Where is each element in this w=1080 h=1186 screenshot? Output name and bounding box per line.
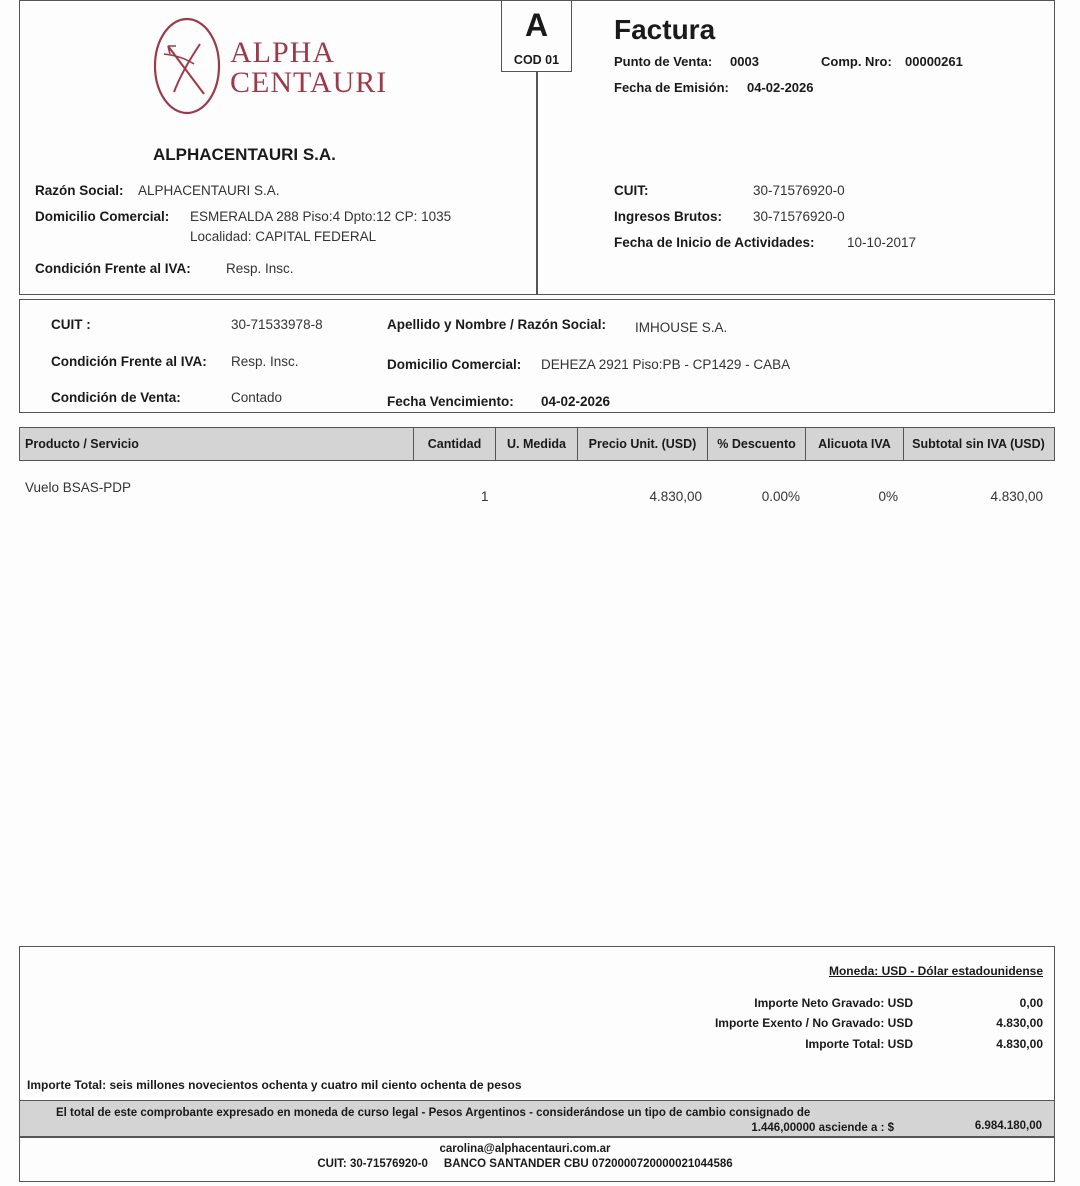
pesos-line2: 1.446,00000 asciende a : $ [751, 1122, 894, 1134]
cell-cantidad: 1 [481, 489, 489, 504]
importe-total-value: 4.830,00 [996, 1037, 1043, 1051]
cell-subtotal: 4.830,00 [990, 489, 1043, 504]
client-cuit-label: CUIT : [51, 317, 91, 332]
domicilio-value-line1: ESMERALDA 288 Piso:4 Dpto:12 CP: 1035 [190, 209, 452, 224]
client-nombre-label: Apellido y Nombre / Razón Social: [387, 317, 607, 332]
logo-text-centauri: CENTAURI [230, 66, 388, 99]
ingresos-brutos-value: 30-71576920-0 [753, 209, 845, 224]
header-precio: Precio Unit. (USD) [578, 428, 708, 460]
neto-gravado-value: 0,00 [1019, 996, 1043, 1010]
inicio-actividades-label: Fecha de Inicio de Actividades: [614, 235, 815, 250]
comp-nro-value: 00000261 [905, 54, 963, 69]
doc-type-box [501, 0, 572, 72]
logo-emblem-icon [152, 16, 222, 116]
pesos-total: 6.984.180,00 [974, 1120, 1042, 1132]
exento-value: 4.830,00 [996, 1016, 1043, 1030]
razon-social-label: Razón Social: [35, 183, 124, 198]
cell-precio: 4.830,00 [649, 489, 702, 504]
razon-social-value: ALPHACENTAURI S.A. [138, 183, 280, 198]
header-unidad: U. Medida [496, 428, 578, 460]
punto-venta-value: 0003 [730, 54, 759, 69]
header-alicuota: Alicuota IVA [806, 428, 904, 460]
client-domicilio-value: DEHEZA 2921 Piso:PB - CP1429 - CABA [541, 357, 791, 372]
client-nombre-value: IMHOUSE S.A. [635, 320, 728, 335]
client-iva-label: Condición Frente al IVA: [51, 354, 207, 369]
cell-descuento: 0.00% [761, 489, 800, 504]
pesos-band [20, 1100, 1054, 1138]
doc-type-letter: A [524, 7, 549, 43]
client-cuit-value: 30-71533978-8 [231, 317, 323, 332]
issuer-cuit-value: 30-71576920-0 [753, 183, 845, 198]
cell-producto: Vuelo BSAS-PDP [25, 480, 132, 495]
table-row [19, 470, 1055, 510]
moneda-label: Moneda: USD - Dólar estadounidense [828, 964, 1043, 978]
items-table-header [19, 427, 1055, 461]
header-subtotal: Subtotal sin IVA (USD) [912, 437, 1045, 451]
vencimiento-label: Fecha Vencimiento: [387, 394, 514, 409]
invoice-title: Factura [614, 14, 716, 45]
condicion-venta-label: Condición de Venta: [51, 390, 181, 405]
client-iva-value: Resp. Insc. [231, 354, 299, 369]
footer-email: carolina@alphacentauri.com.ar [439, 1143, 611, 1155]
domicilio-value-line2: Localidad: CAPITAL FEDERAL [190, 229, 377, 244]
punto-venta-label: Punto de Venta: [614, 54, 713, 69]
issuer-iva-value: Resp. Insc. [226, 261, 294, 276]
domicilio-label: Domicilio Comercial: [35, 209, 170, 224]
logo-text-alpha: ALPHA [230, 36, 336, 69]
vencimiento-value: 04-02-2026 [541, 394, 611, 409]
header-descuento: % Descuento [708, 428, 806, 460]
total-words: Importe Total: seis millones novecientos ochenta y cuatro mil ciento ochenta de pesos [27, 1078, 522, 1092]
fecha-emision-label: Fecha de Emisión: [614, 80, 729, 95]
doc-type-code: COD 01 [513, 53, 560, 67]
client-domicilio-label: Domicilio Comercial: [387, 357, 522, 372]
header-divider [536, 70, 538, 295]
company-logo [152, 16, 388, 118]
pesos-line1: El total de este comprobante expresado en moneda de curso legal - Pesos Argentinos - considerándose un tipo de cambio consignado de [56, 1107, 811, 1119]
footer-cuit-bank: CUIT: 30-71576920-0 BANCO SANTANDER CBU 0720000720000021044586 [317, 1158, 733, 1170]
issuer-name: ALPHACENTAURI S.A. [153, 145, 336, 164]
fecha-emision-value: 04-02-2026 [747, 80, 814, 95]
neto-gravado-label: Importe Neto Gravado: USD [754, 996, 913, 1010]
inicio-actividades-value: 10-10-2017 [847, 235, 917, 250]
cell-alicuota: 0% [878, 489, 898, 504]
header-producto: Producto / Servicio [20, 428, 414, 460]
comp-nro-label: Comp. Nro: [821, 54, 892, 69]
issuer-iva-label: Condición Frente al IVA: [35, 261, 191, 276]
exento-label: Importe Exento / No Gravado: USD [714, 1016, 913, 1030]
condicion-venta-value: Contado [231, 390, 283, 405]
ingresos-brutos-label: Ingresos Brutos: [614, 209, 723, 224]
header-cantidad: Cantidad [414, 428, 496, 460]
issuer-cuit-label: CUIT: [614, 183, 649, 198]
importe-total-label: Importe Total: USD [805, 1037, 913, 1051]
